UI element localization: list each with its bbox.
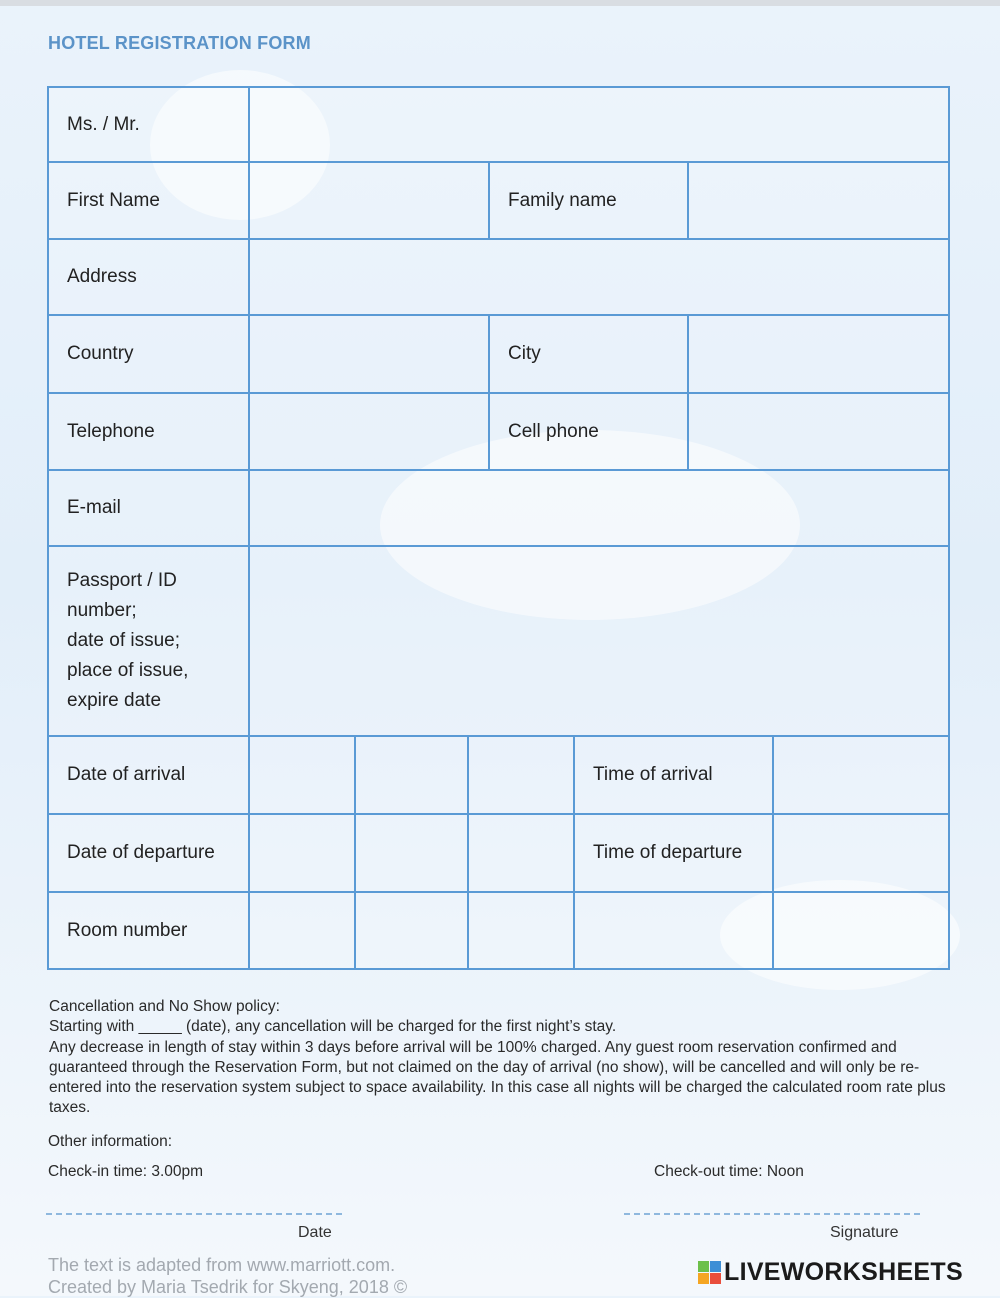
credit-text <box>48 1254 407 1298</box>
credit-line: The text is adapted from www.marriott.com. <box>48 1255 396 1275</box>
top-shadow <box>0 0 1000 6</box>
date-label: Date <box>298 1224 332 1241</box>
passport-label <box>48 546 249 736</box>
family-name-label: Family name <box>489 162 688 239</box>
passport-label-line: expire date <box>67 690 162 711</box>
arrival-day-input[interactable] <box>249 736 355 814</box>
checkout-time: Check-out time: Noon <box>654 1163 804 1180</box>
checkin-time: Check-in time: 3.00pm <box>48 1163 204 1180</box>
cell-phone-label: Cell phone <box>489 393 688 470</box>
cancellation-policy <box>49 997 954 1119</box>
signature-line[interactable] <box>624 1213 920 1215</box>
time-of-departure-input[interactable] <box>773 814 949 892</box>
liveworksheets-brand[interactable] <box>698 1258 963 1287</box>
salutation-input[interactable] <box>249 87 949 162</box>
room-number-input[interactable] <box>355 892 468 969</box>
registration-table <box>47 86 950 970</box>
departure-day-input[interactable] <box>249 814 355 892</box>
signature-label: Signature <box>830 1224 899 1241</box>
time-of-arrival-input[interactable] <box>773 736 949 814</box>
salutation-label: Ms. / Mr. <box>48 87 249 162</box>
date-line[interactable] <box>46 1213 342 1215</box>
departure-year-input[interactable] <box>468 814 574 892</box>
telephone-label: Telephone <box>48 393 249 470</box>
address-label: Address <box>48 239 249 315</box>
other-info-heading: Other information: <box>48 1133 173 1150</box>
room-number-input[interactable] <box>468 892 574 969</box>
liveworksheets-logo-icon <box>698 1261 721 1284</box>
passport-label-line: Passport / ID <box>67 570 177 591</box>
date-of-arrival-label: Date of arrival <box>48 736 249 814</box>
passport-label-line: place of issue, <box>67 660 189 681</box>
family-name-input[interactable] <box>688 162 949 239</box>
form-title: HOTEL REGISTRATION FORM <box>48 33 311 53</box>
telephone-input[interactable] <box>249 393 489 470</box>
address-input[interactable] <box>249 239 949 315</box>
first-name-input[interactable] <box>249 162 489 239</box>
arrival-year-input[interactable] <box>468 736 574 814</box>
first-name-label: First Name <box>48 162 249 239</box>
cell-phone-input[interactable] <box>688 393 949 470</box>
room-number-input[interactable] <box>574 892 773 969</box>
city-label: City <box>489 315 688 393</box>
policy-heading: Cancellation and No Show policy: <box>49 998 280 1015</box>
arrival-month-input[interactable] <box>355 736 468 814</box>
brand-name: LIVEWORKSHEETS <box>724 1258 963 1286</box>
policy-line: Starting with _____ (date), any cancellation will be charged for the first night’s stay. <box>49 1018 617 1036</box>
time-of-departure-label: Time of departure <box>574 814 773 892</box>
departure-month-input[interactable] <box>355 814 468 892</box>
passport-label-line: number; <box>67 600 137 621</box>
passport-label-line: date of issue; <box>67 630 181 651</box>
room-number-input[interactable] <box>249 892 355 969</box>
email-input[interactable] <box>249 470 949 546</box>
passport-input[interactable] <box>249 546 949 736</box>
time-of-arrival-label: Time of arrival <box>574 736 773 814</box>
country-label: Country <box>48 315 249 393</box>
country-input[interactable] <box>249 315 489 393</box>
city-input[interactable] <box>688 315 949 393</box>
room-number-label: Room number <box>48 892 249 969</box>
email-label: E-mail <box>48 470 249 546</box>
room-number-input[interactable] <box>773 892 949 969</box>
date-of-departure-label: Date of departure <box>48 814 249 892</box>
credit-line: Created by Maria Tsedrik for Skyeng, 2018 © <box>48 1277 408 1297</box>
policy-line: Any decrease in length of stay within 3 days before arrival will be 100% charged. Any guest room reservation confirmed and guaranteed through the Reservation Form, but not claimed on the day of arrival (no show), will be cancelled and will only be re-entered into the reservation system subject to space availability. In this case all nights will be charged the calculated room rate plus taxes. <box>49 1038 946 1117</box>
